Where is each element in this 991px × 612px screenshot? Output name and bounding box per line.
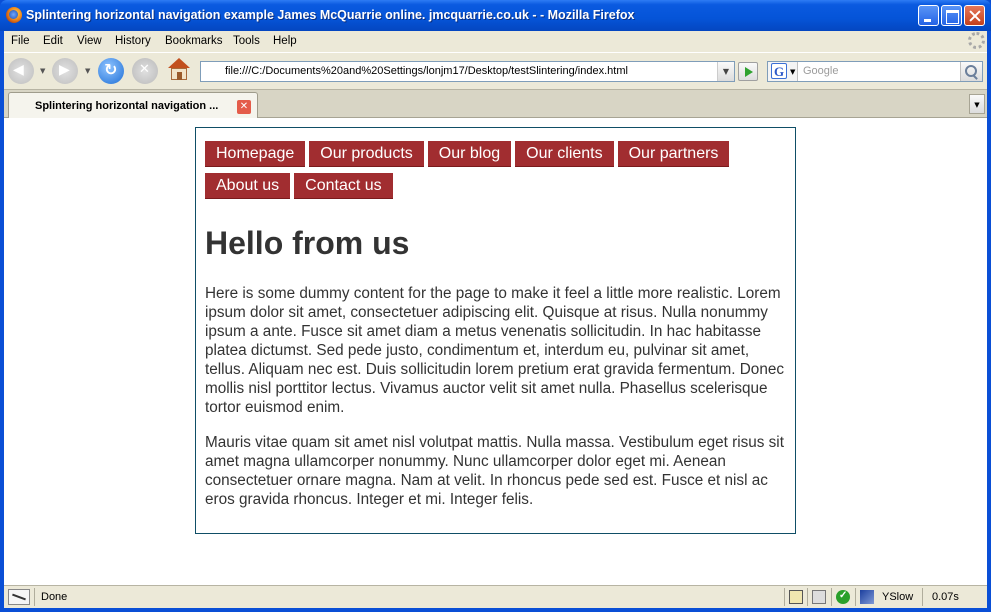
yslow-icon[interactable] (860, 590, 874, 604)
page-viewport (4, 118, 987, 585)
nav-link-our-blog[interactable]: Our blog (428, 141, 511, 167)
tab-active[interactable] (8, 92, 258, 119)
home-button[interactable] (167, 58, 191, 82)
url-input[interactable]: file:///C:/Documents%20and%20Settings/lonjm17/Desktop/testSlintering/index.html (225, 65, 628, 77)
status-text: Done (41, 591, 68, 603)
back-button[interactable] (8, 58, 34, 84)
tab-strip (4, 89, 987, 118)
forward-history-dropdown-icon[interactable]: ▼ (85, 67, 91, 75)
window-title: Splintering horizontal navigation example James McQuarrie online. jmcquarrie.co.uk - - Mozilla Firefox (26, 8, 635, 22)
body-paragraph-1: Here is some dummy content for the page to make it feel a little more realistic. Lorem ipsum dolor sit amet, consectetuer adipiscing elit. Quisque at risus. Nulla nonummy ipsum a ante. Fusce sit amet diam a metus venenatis sollicitudin. In hac habitasse platea dictumst. Sed pede justo, condimentum et, interdum eu, pulvinar sit amet, tellus. Aliquam nec est. Duis sollicitudin lorem pretium erat gravida fermentum. Donec mollis nisl porttitor lectus. Vivamus auctor velit sit amet nulla. Phasellus scelerisque tortor euismod enim. (205, 285, 784, 416)
status-bar (4, 585, 987, 608)
title-bar[interactable] (0, 0, 991, 31)
search-bar[interactable] (767, 61, 983, 82)
navigation-toolbar (4, 52, 987, 89)
page-heading: Hello from us (205, 225, 410, 261)
document-icon[interactable] (789, 590, 803, 604)
reload-button[interactable] (98, 58, 124, 84)
throbber-icon (968, 32, 985, 49)
menu-view[interactable]: View (77, 35, 102, 47)
forward-button[interactable] (52, 58, 78, 84)
nav-link-homepage[interactable]: Homepage (205, 141, 305, 167)
search-input[interactable]: Google (803, 65, 839, 77)
body-paragraph-2: Mauris vitae quam sit amet nisl volutpat mattis. Nulla massa. Vestibulum eget risus sit amet magna ullamcorper nonummy. Nunc ullamcorper dolor eget mi. Aenean consectetuer ornare magna. Nam at velit. In rhoncus pede sed est. Fusce et nisl ac eros gravida rhoncus. Integer et mi. Integer felis. (205, 434, 784, 508)
nav-link-our-partners[interactable]: Our partners (618, 141, 730, 167)
firefox-icon (6, 7, 22, 23)
nav-link-contact-us[interactable]: Contact us (294, 173, 392, 199)
menu-help[interactable]: Help (273, 35, 297, 47)
menu-bar (4, 31, 987, 52)
menu-tools[interactable]: Tools (233, 35, 260, 47)
nav-link-our-clients[interactable]: Our clients (515, 141, 613, 167)
google-icon: G (771, 63, 787, 79)
check-icon[interactable] (836, 590, 850, 604)
menu-edit[interactable]: Edit (43, 35, 63, 47)
menu-history[interactable]: History (115, 35, 151, 47)
tab-list-button[interactable]: ▼ (969, 94, 985, 114)
stop-button[interactable] (132, 58, 158, 84)
url-history-dropdown[interactable]: ▼ (717, 62, 734, 81)
load-time: 0.07s (932, 591, 959, 603)
home-icon (168, 58, 190, 68)
minimize-button[interactable] (918, 5, 939, 26)
back-history-dropdown-icon[interactable]: ▼ (40, 67, 46, 75)
nav-link-our-products[interactable]: Our products (309, 141, 423, 167)
tab-close-button[interactable]: ✕ (237, 100, 251, 114)
close-window-button[interactable] (964, 5, 985, 26)
tab-label: Splintering horizontal navigation ... (35, 100, 219, 112)
yslow-label[interactable]: YSlow (882, 591, 914, 603)
nav-link-about-us[interactable]: About us (205, 173, 290, 199)
url-bar[interactable] (200, 61, 735, 82)
go-button[interactable] (738, 62, 758, 81)
page-icon (205, 65, 219, 79)
menu-file[interactable]: File (11, 35, 30, 47)
status-connection-icon (8, 589, 30, 605)
pages-icon[interactable] (812, 590, 826, 604)
chevron-down-icon: ▼ (790, 68, 796, 76)
menu-bookmarks[interactable]: Bookmarks (165, 35, 223, 47)
search-button[interactable] (960, 62, 982, 81)
horizontal-navigation (205, 141, 765, 205)
maximize-button[interactable] (941, 5, 962, 26)
page-container (195, 127, 796, 534)
search-engine-selector[interactable] (768, 62, 798, 81)
